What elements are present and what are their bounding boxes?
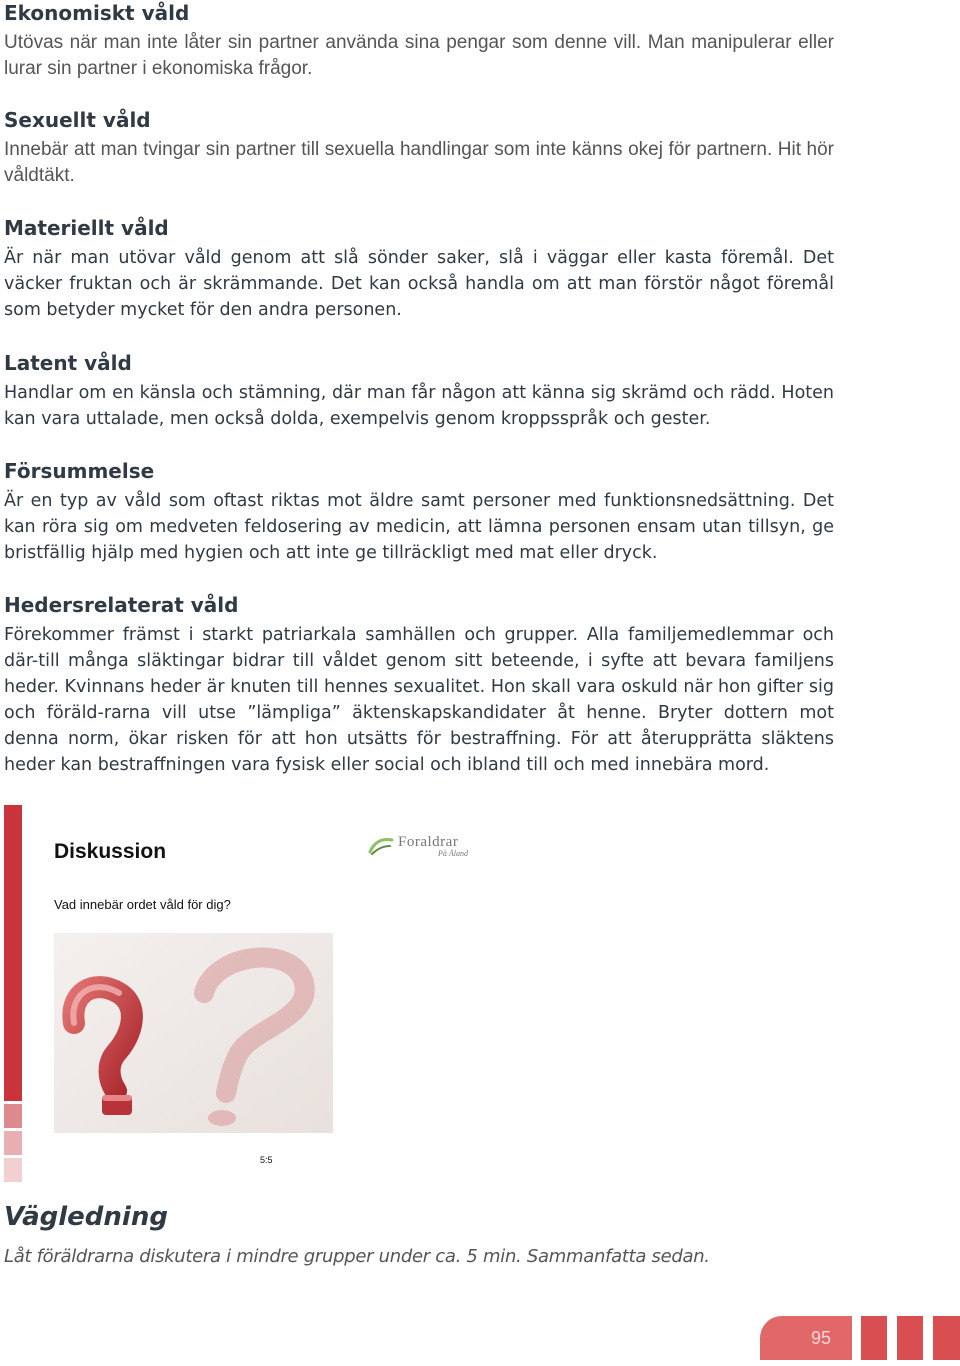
- slide-title: Diskussion: [54, 840, 167, 863]
- section-hedersrelaterat: [4, 592, 834, 778]
- section-text: Utövas när man inte låter sin partner använda sina pengar som denne vill. Man manipulerar eller lurar sin partner i ekonomiska frågor.: [4, 32, 834, 79]
- footer-square-1: [861, 1316, 887, 1360]
- footer-square-2: [897, 1316, 923, 1360]
- slide-bar-2: [4, 1104, 22, 1128]
- section-heading: Sexuellt våld: [4, 108, 151, 132]
- section-forsummelse: [4, 458, 834, 566]
- section-sexuellt: [4, 107, 834, 189]
- slide-bar-3: [4, 1131, 22, 1155]
- logo-subtext: På Åland: [438, 849, 468, 858]
- section-latent: [4, 350, 834, 432]
- logo-swoosh-icon: [368, 834, 396, 856]
- section-text: Handlar om en känsla och stämning, där man får någon att känna sig skrämd och rädd. Hoten kan vara uttalade, men också dolda, exempelvis genom kroppsspråk och gester.: [4, 383, 834, 429]
- footer-square-3: [933, 1316, 960, 1360]
- section-heading: Försummelse: [4, 459, 155, 483]
- question-mark-image: [54, 933, 333, 1133]
- logo-text: Foraldrar: [398, 834, 459, 850]
- section-ekonomiskt: [4, 0, 834, 82]
- section-heading: Materiellt våld: [4, 216, 169, 240]
- section-heading: Latent våld: [4, 351, 132, 375]
- section-materiellt: [4, 215, 834, 323]
- slide-number: 5:5: [260, 1155, 273, 1165]
- guide-text: Låt föräldrarna diskutera i mindre grupper under ca. 5 min. Sammanfatta sedan.: [4, 1246, 710, 1267]
- guide-title: Vägledning: [4, 1202, 168, 1232]
- section-heading: Ekonomiskt våld: [4, 1, 190, 25]
- page-number: 95: [760, 1316, 852, 1360]
- slide-color-bars: [4, 805, 22, 1182]
- slide-bar-4: [4, 1158, 22, 1182]
- section-text: Är en typ av våld som oftast riktas mot äldre samt personer med funktionsnedsättning. Det kan röra sig om medveten feldosering av medicin, att lämna personen ensam utan tillsyn, ge bristfällig hjälp med hygien och att inte ge tillräckligt med mat eller dryck.: [4, 491, 834, 563]
- section-text: Innebär att man tvingar sin partner till sexuella handlingar som inte känns okej för partnern. Hit hör våldtäkt.: [4, 139, 834, 186]
- section-text: Är när man utövar våld genom att slå sönder saker, slå i väggar eller kasta föremål. Det väcker fruktan och är skrämmande. Det kan också handla om att man förstör något föremål som betyder mycket för den andra personen.: [4, 248, 834, 320]
- slide-question: Vad innebär ordet våld för dig?: [54, 897, 231, 912]
- section-heading: Hedersrelaterat våld: [4, 593, 239, 617]
- section-text: Förekommer främst i starkt patriarkala samhällen och grupper. Alla familjemedlemmar och där-till många släktingar bidrar till våldet genom sitt beteende, i syfte att bevara familjens heder. Kvinnans heder är knuten till hennes sexualitet. Hon skall vara oskuld när hon gifter sig och föräld-rarna vill utse ”lämpliga” äktenskapskandidater åt henne. Bryter dottern mot denna norm, ökar risken för att hon utsätts för bestraffning. För att återupprätta släktens heder kan bestraffningen vara fysisk eller social och ibland till och med innebära mord.: [4, 625, 834, 775]
- slide-bar-main: [4, 805, 22, 1101]
- foraldrar-logo: [368, 832, 488, 862]
